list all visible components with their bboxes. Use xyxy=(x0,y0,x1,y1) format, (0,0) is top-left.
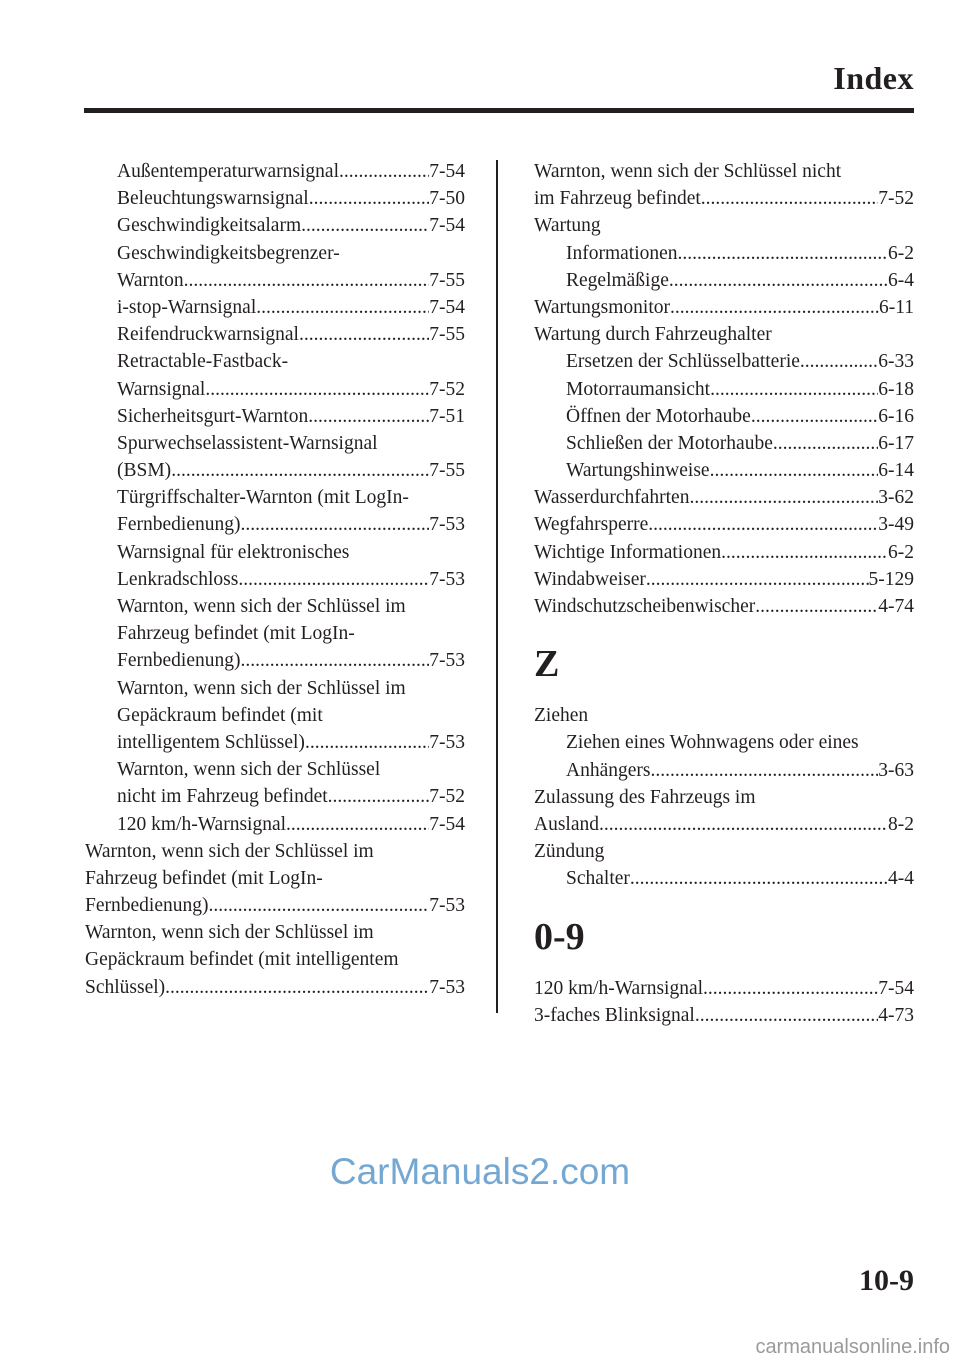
index-entry xyxy=(85,511,465,538)
index-entry-text: Motorraumansicht xyxy=(566,378,711,400)
dot-leader xyxy=(650,757,878,784)
index-entry-page: 7-54 xyxy=(429,296,465,318)
dot-leader xyxy=(710,376,878,403)
dot-leader xyxy=(256,294,429,321)
index-entry-page: 6-14 xyxy=(878,460,914,482)
index-entry-text: Warnsignal für elektronisches xyxy=(117,541,350,563)
index-entry-text: 120 km/h-Warnsignal xyxy=(534,977,704,999)
index-entry xyxy=(85,321,465,348)
index-entry xyxy=(85,783,465,810)
index-entry xyxy=(85,675,465,702)
index-list-z xyxy=(534,702,914,892)
dot-leader xyxy=(339,158,429,185)
index-entry-text: Warnton, wenn sich der Schlüssel xyxy=(117,759,381,781)
index-entry xyxy=(534,838,914,865)
index-entry-text: Warnton, wenn sich der Schlüssel im xyxy=(85,922,374,944)
dot-leader xyxy=(309,185,430,212)
index-entry-page: 4-73 xyxy=(878,1004,914,1026)
index-entry xyxy=(85,946,465,973)
dot-leader xyxy=(773,430,878,457)
index-entry xyxy=(85,376,465,403)
index-entry-page: 6-2 xyxy=(888,541,914,563)
index-entry-page: 6-17 xyxy=(878,432,914,454)
index-entry-text: Wartungshinweise xyxy=(566,460,710,482)
index-entry xyxy=(534,566,914,593)
dot-leader xyxy=(630,865,888,892)
index-entry xyxy=(85,892,465,919)
index-entry-text: Außentemperaturwarnsignal xyxy=(117,161,340,182)
index-entry-text: Wartungsmonitor xyxy=(534,296,670,318)
index-entry xyxy=(85,267,465,294)
dot-leader xyxy=(171,457,429,484)
index-entry-page: 6-33 xyxy=(878,351,914,373)
index-entry-page: 7-55 xyxy=(429,460,465,482)
dot-leader xyxy=(184,267,430,294)
index-entry-text: Warnton, wenn sich der Schlüssel im xyxy=(85,840,374,862)
index-entry-text: Fernbedienung) xyxy=(117,514,241,536)
index-entry xyxy=(534,511,914,538)
dot-leader xyxy=(305,729,429,756)
index-entry xyxy=(534,784,914,811)
index-entry xyxy=(534,865,914,892)
index-entry-text: Wegfahrsperre xyxy=(534,514,649,536)
index-entry-text: Fahrzeug befindet (mit LogIn- xyxy=(117,623,355,645)
index-entry-page: 7-54 xyxy=(429,813,465,835)
index-entry xyxy=(85,919,465,946)
index-column-left xyxy=(85,158,465,1001)
index-entry-text: Wartung xyxy=(534,215,601,237)
index-entry xyxy=(85,620,465,647)
index-entry-text: 120 km/h-Warnsignal xyxy=(117,813,287,835)
index-entry xyxy=(85,294,465,321)
dot-leader xyxy=(308,403,429,430)
index-entry xyxy=(534,729,914,756)
index-entry xyxy=(534,348,914,375)
index-entry-text: Ziehen eines Wohnwagens oder eines xyxy=(566,732,859,754)
index-entry-page: 7-53 xyxy=(429,568,465,590)
index-entry-text: Ausland xyxy=(534,813,599,835)
index-entry xyxy=(85,702,465,729)
index-entry-page: 4-74 xyxy=(878,596,914,617)
index-entry xyxy=(85,430,465,457)
dot-leader xyxy=(299,321,429,348)
index-entry-text: Zulassung des Fahrzeugs im xyxy=(534,786,756,808)
index-entry xyxy=(85,647,465,674)
dot-leader xyxy=(599,811,888,838)
index-entry-text: Warnton, wenn sich der Schlüssel im xyxy=(117,596,406,617)
dot-leader xyxy=(710,457,879,484)
index-title: Index xyxy=(833,60,914,96)
index-entry-page: 7-52 xyxy=(429,786,465,808)
index-entry-page: 6-11 xyxy=(878,296,914,318)
index-entry-text: Öffnen der Motorhaube xyxy=(566,405,751,427)
index-entry xyxy=(534,158,914,185)
index-entry-text: Gepäckraum befindet (mit xyxy=(117,704,323,726)
dot-leader xyxy=(205,376,429,403)
index-entry xyxy=(534,975,914,1002)
index-entry-page: 7-54 xyxy=(429,215,465,237)
index-entry-text: Retractable-Fastback- xyxy=(117,351,289,373)
column-divider xyxy=(496,160,498,1013)
index-entry-page: 7-53 xyxy=(429,976,465,998)
header-rule xyxy=(84,108,914,113)
index-entry xyxy=(534,267,914,294)
index-entry-text: Gepäckraum befindet (mit intelligentem xyxy=(85,949,399,971)
index-entry xyxy=(534,593,914,620)
dot-leader xyxy=(165,974,429,1001)
index-entry xyxy=(85,566,465,593)
index-entry xyxy=(534,1002,914,1029)
index-entry xyxy=(85,838,465,865)
section-heading-z: Z xyxy=(534,643,560,686)
index-entry-text: Regelmäßige xyxy=(566,269,669,291)
index-entry xyxy=(85,185,465,212)
index-entry xyxy=(85,484,465,511)
index-entry xyxy=(85,865,465,892)
dot-leader xyxy=(648,511,878,538)
index-entry-page: 6-4 xyxy=(888,269,914,291)
dot-leader xyxy=(240,647,429,674)
index-entry xyxy=(534,294,914,321)
index-entry-text: Wasserdurchfahrten xyxy=(534,487,690,509)
index-entry-text: Informationen xyxy=(566,242,678,264)
index-entry-text: intelligentem Schlüssel) xyxy=(117,731,305,753)
dot-leader xyxy=(800,348,878,375)
index-entry xyxy=(85,457,465,484)
index-entry xyxy=(85,729,465,756)
index-entry-text: Warnton, wenn sich der Schlüssel im xyxy=(117,677,406,699)
index-entry-text: Spurwechselassistent-Warnsignal xyxy=(117,432,378,454)
index-entry xyxy=(534,430,914,457)
index-entry-page: 7-53 xyxy=(429,731,465,753)
index-entry-page: 7-50 xyxy=(429,188,465,210)
section-heading-0-9: 0-9 xyxy=(534,915,585,958)
index-entry-text: Warnsignal xyxy=(117,378,206,400)
index-entry-page: 7-54 xyxy=(429,161,465,182)
dot-leader xyxy=(755,593,878,620)
dot-leader xyxy=(669,267,888,294)
index-entry-text: Ersetzen der Schlüsselbatterie xyxy=(566,351,800,373)
watermark-logo: CarManuals2.com xyxy=(329,1151,631,1192)
index-entry-text: 3-faches Blinksignal xyxy=(534,1004,695,1026)
index-entry-text: Lenkradschloss xyxy=(117,568,239,590)
index-entry xyxy=(85,348,465,375)
index-entry-text: Fahrzeug befindet (mit LogIn- xyxy=(85,867,323,889)
index-entry-page: 7-53 xyxy=(429,895,465,917)
index-entry xyxy=(534,457,914,484)
index-entry xyxy=(85,811,465,838)
dot-leader xyxy=(751,403,878,430)
index-entry-page: 7-53 xyxy=(429,650,465,672)
dot-leader xyxy=(678,240,888,267)
dot-leader xyxy=(208,892,429,919)
index-entry-text: Sicherheitsgurt-Warnton xyxy=(117,405,309,427)
index-entry-page: 7-51 xyxy=(429,405,465,427)
index-entry xyxy=(85,403,465,430)
dot-leader xyxy=(301,212,429,239)
index-entry xyxy=(85,539,465,566)
index-entry xyxy=(534,811,914,838)
index-entry-text: i-stop-Warnsignal xyxy=(117,296,257,318)
dot-leader xyxy=(695,1002,878,1029)
index-entry-page: 3-49 xyxy=(878,514,914,536)
index-entry xyxy=(85,240,465,267)
index-entry-text: Warnton, wenn sich der Schlüssel nicht xyxy=(534,161,842,182)
index-entry xyxy=(534,212,914,239)
index-entry-page: 6-18 xyxy=(878,378,914,400)
index-entry xyxy=(85,212,465,239)
index-entry-text: (BSM) xyxy=(117,460,172,482)
index-list-digits xyxy=(534,975,914,1029)
index-entry-text: Windschutzscheibenwischer xyxy=(534,596,756,617)
index-entry-text: Wichtige Informationen xyxy=(534,541,722,563)
page-number: 10-9 xyxy=(859,1264,914,1297)
index-entry-text: Schalter xyxy=(566,868,630,890)
dot-leader xyxy=(238,566,429,593)
index-entry-page: 7-55 xyxy=(429,324,465,346)
dot-leader xyxy=(328,783,430,810)
dot-leader xyxy=(670,294,879,321)
index-entry-text: Anhängers xyxy=(566,759,651,781)
index-entry xyxy=(534,484,914,511)
index-entry-text: Fernbedienung) xyxy=(85,895,209,917)
index-entry-text: nicht im Fahrzeug befindet xyxy=(117,786,328,808)
index-entry-text: Schließen der Motorhaube xyxy=(566,432,773,454)
index-entry-text: Ziehen xyxy=(534,705,589,727)
dot-leader xyxy=(689,484,878,511)
index-entry-text: Geschwindigkeitsalarm xyxy=(117,215,302,237)
index-entry-page: 6-2 xyxy=(888,242,914,264)
index-entry-text: Schlüssel) xyxy=(85,976,166,998)
index-entry xyxy=(85,158,465,185)
index-entry-page: 3-63 xyxy=(878,759,914,781)
index-entry xyxy=(85,756,465,783)
index-entry xyxy=(534,403,914,430)
dot-leader xyxy=(646,566,869,593)
index-entry-page: 6-16 xyxy=(878,405,914,427)
dot-leader xyxy=(721,539,888,566)
index-entry-text: Reifendruckwarnsignal xyxy=(117,324,299,346)
index-entry xyxy=(85,593,465,620)
dot-leader xyxy=(701,185,878,212)
index-entry-page: 3-62 xyxy=(878,487,914,509)
index-entry xyxy=(534,185,914,212)
dot-leader xyxy=(286,811,429,838)
index-entry xyxy=(534,757,914,784)
dot-leader xyxy=(703,975,878,1002)
index-entry-text: Türgriffschalter-Warnton (mit LogIn- xyxy=(117,487,409,509)
index-column-right xyxy=(534,158,914,1029)
index-entry-page: 4-4 xyxy=(888,868,914,890)
index-entry-page: 7-52 xyxy=(878,188,914,210)
index-entry-page: 7-52 xyxy=(429,378,465,400)
index-list-w xyxy=(534,158,914,620)
index-entry-page: 7-53 xyxy=(429,514,465,536)
index-entry-page: 7-55 xyxy=(429,269,465,291)
index-entry xyxy=(534,240,914,267)
footer-url: carmanualsonline.info xyxy=(755,1336,950,1358)
index-entry-text: Warnton xyxy=(117,269,184,291)
index-entry-text: Zündung xyxy=(534,841,605,863)
index-entry xyxy=(534,539,914,566)
index-entry xyxy=(534,321,914,348)
index-entry xyxy=(534,702,914,729)
index-entry-page: 8-2 xyxy=(888,813,914,835)
index-entry-text: Fernbedienung) xyxy=(117,650,241,672)
index-entry-text: Wartung durch Fahrzeughalter xyxy=(534,324,772,346)
index-entry-text: Windabweiser xyxy=(534,568,646,590)
index-entry-text: Geschwindigkeitsbegrenzer- xyxy=(117,242,340,264)
index-entry-text: im Fahrzeug befindet xyxy=(534,188,701,210)
dot-leader xyxy=(240,511,429,538)
index-entry xyxy=(85,974,465,1001)
index-entry-text: Beleuchtungswarnsignal xyxy=(117,188,309,210)
index-entry-page: 7-54 xyxy=(878,977,914,999)
index-entry-page: 5-129 xyxy=(868,568,914,590)
index-entry xyxy=(534,376,914,403)
